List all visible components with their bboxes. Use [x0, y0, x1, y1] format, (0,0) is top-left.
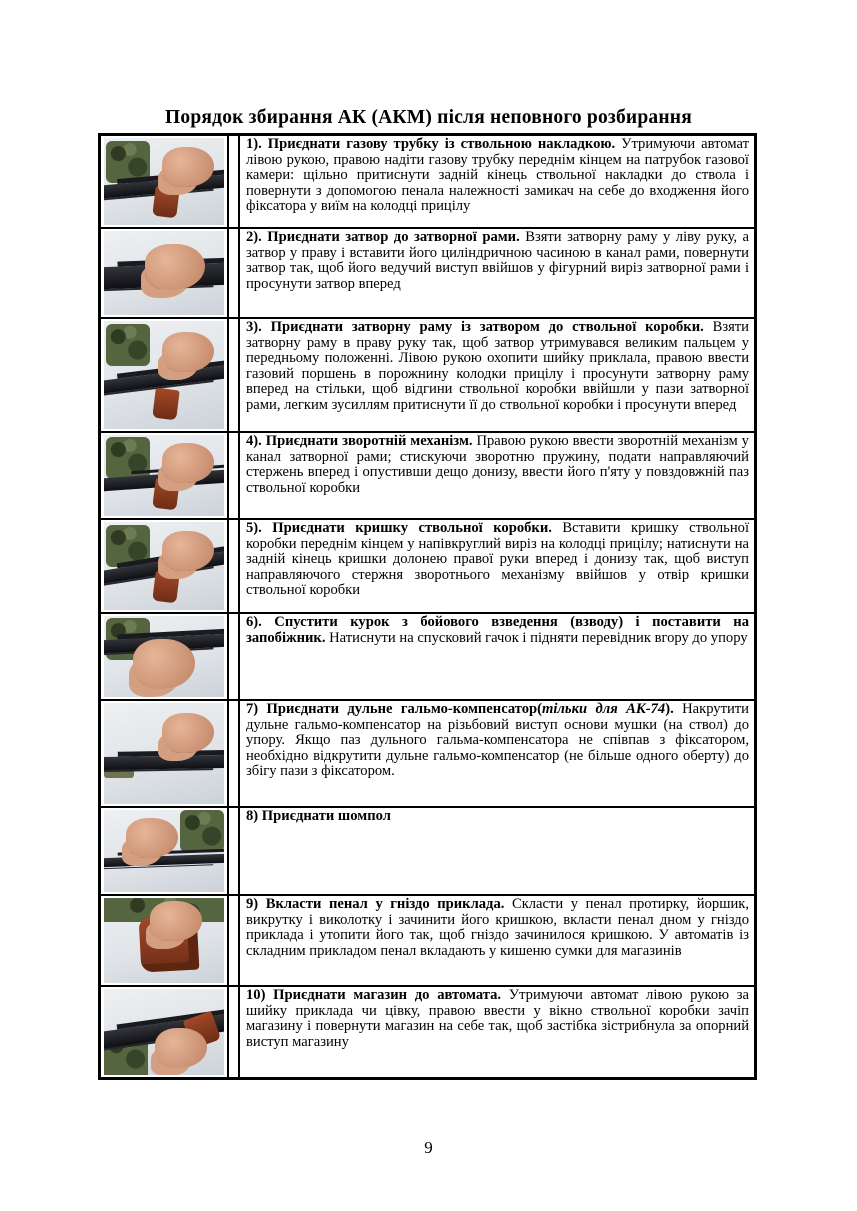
step-text — [246, 434, 749, 496]
spacer-cell — [227, 701, 240, 806]
wood-grip-shape — [153, 388, 180, 421]
step-body: Натиснути на спусковий гачок і підняти перевідник вгору до упору — [325, 629, 748, 646]
step-text-cell — [240, 136, 754, 227]
hand-shape — [133, 639, 195, 689]
step-text-cell — [240, 701, 754, 806]
hand-attaching-cleaning-rod-photo — [104, 810, 224, 892]
step-body: Правою рукою ввести зворотній механізм у канал затворної рами; стискуючи зворотню пружину, подати направляючий стержень вперед і опустивши дещо донизу, ввести його п'яту у повздовжній паз ствольної коробки — [246, 433, 749, 496]
hand-attaching-magazine-photo — [104, 989, 224, 1075]
hands-attaching-bolt-carrier-to-receiver-photo — [104, 321, 224, 429]
hand-shape — [155, 1028, 207, 1068]
step-lead-italic: тільки для АК-74 — [542, 701, 666, 717]
step-body: Взяти затворну раму у ліву руку, а затвор у праву і вставити його циліндричною часиною в канал рами, повернути затвор так, щоб його ведучий виступ ввійшов у фігурний виріз затворної рами і просунути затвор вперед — [246, 229, 750, 292]
table-row — [101, 136, 754, 229]
step-text-cell — [240, 433, 754, 518]
step-text-cell — [240, 896, 754, 985]
step-body: Накрутити дульне гальмо-компенсатор на різьбовий виступ основи мушки (на ствол) до упору. Якщо паз дульного гальма-компенсатора не співпав з фіксатором, необхідно відкрутити дульне гальмо-компенсатор (не більше одного оберту) до збігу пази з фіксатором. — [246, 701, 749, 779]
hands-attaching-gas-tube-photo — [104, 138, 224, 225]
step-body: Вставити кришку ствольної коробки переднім кінцем у напівкруглий виріз на колодці прицілу; натиснути на задній кінець кришки долонею правої руки вперед і донизу так, щоб виступ направляючого стержня зворотнього механізму ввійшов у отвір кришки ствольної коробки — [246, 520, 749, 598]
step-body: Взяти затворну раму в праву руку так, щоб затвор утримувався великим пальцем у передньому положенні. Лівою рукою охопити шийку приклала, правою ввести газовий поршень в порожнину колодки прицілу і просунути затворну раму вперед на стільки, щоб відгини ствольної коробки ввійшли у пази затворної рами, легким зусиллям притиснути її до ствольної коробки і просунути вперед — [246, 319, 749, 413]
step-text-cell — [240, 229, 754, 317]
spacer-cell — [227, 896, 240, 985]
step-text-cell — [240, 987, 754, 1077]
step-lead: 3). Приєднати затворну раму із затвором до ствольної коробки. — [246, 319, 704, 335]
step-text — [246, 702, 749, 780]
camo-sleeve-shape — [106, 525, 150, 567]
step-lead: 1). Приєднати газову трубку із ствольною накладкою. — [246, 136, 616, 152]
step-text-cell — [240, 614, 754, 699]
step-lead: 8) Приєднати шомпол — [246, 808, 391, 824]
hand-shape — [162, 713, 214, 753]
step-text — [246, 615, 749, 646]
spacer-cell — [227, 987, 240, 1077]
step-body: Скласти у пенал протирку, йоршик, викрутку і виколотку і зачинити його кришкою, вкласти пенал дном у гніздо приклада і утопити його так, щоб гніздо зачинилося кришкою. У автоматів із складним прикладом пенал вкладають у кишеню сумки для магазинів — [246, 896, 749, 959]
table-row — [101, 433, 754, 520]
spacer-cell — [227, 520, 240, 612]
step-lead-after: ). — [665, 701, 674, 717]
table-row — [101, 319, 754, 433]
spacer-cell — [227, 433, 240, 518]
table-row — [101, 808, 754, 896]
table-row — [101, 520, 754, 614]
hands-attaching-receiver-cover-photo — [104, 522, 224, 610]
step-photo-cell — [101, 520, 227, 612]
table-row — [101, 614, 754, 701]
step-photo-cell — [101, 229, 227, 317]
step-photo-cell — [101, 433, 227, 518]
step-text-cell — [240, 319, 754, 431]
step-lead: 7) Приєднати дульне гальмо-компенсатор( — [246, 701, 543, 717]
spacer-cell — [227, 808, 240, 894]
table-row — [101, 701, 754, 808]
table-row — [101, 987, 754, 1077]
wood-grip-shape — [153, 571, 180, 604]
step-text-cell — [240, 808, 754, 894]
step-text — [246, 988, 749, 1050]
hand-releasing-hammer-setting-safety-photo — [104, 616, 224, 697]
table-row — [101, 896, 754, 987]
spacer-cell — [227, 136, 240, 227]
cleaning-rod-silhouette — [104, 854, 224, 868]
step-text — [246, 137, 749, 215]
step-lead: 5). Приєднати кришку ствольної коробки. — [246, 520, 552, 536]
step-photo-cell — [101, 987, 227, 1077]
hands-inserting-pencase-into-stock-photo — [104, 898, 224, 983]
step-lead: 6). Спустити курок з бойового взведення (взводу) і поставити на запобіжник. — [246, 614, 749, 646]
spacer-cell — [227, 319, 240, 431]
step-photo-cell — [101, 701, 227, 806]
page-number: 9 — [424, 1138, 433, 1157]
step-photo-cell — [101, 614, 227, 699]
hand-shape — [126, 818, 178, 858]
camo-sleeve-shape — [106, 324, 150, 366]
step-text-cell — [240, 520, 754, 612]
hands-inserting-return-mechanism-photo — [104, 435, 224, 516]
camo-sleeve-shape — [180, 810, 224, 852]
spacer-cell — [227, 229, 240, 317]
step-text — [246, 320, 749, 413]
page-title: Порядок збирання АК (АКМ) після неповного розбирання — [165, 107, 692, 128]
hand-shape — [162, 332, 214, 372]
step-photo-cell — [101, 896, 227, 985]
step-lead: 9) Вкласти пенал у гніздо приклада. — [246, 896, 505, 912]
step-photo-cell — [101, 319, 227, 431]
step-text — [246, 897, 749, 959]
spacer-cell — [227, 614, 240, 699]
step-text — [246, 230, 749, 292]
step-lead: 10) Приєднати магазин до автомата. — [246, 987, 502, 1003]
step-body: Утримуючи автомат лівою рукою, правою надіти газову трубку переднім кінцем на патрубок газової камери: щільно притиснути задній кінець ствольної накладки до ствола і повернути з допомогою пенала належності замикач на себе до входження його фіксатора у виїм на колодці прицілу — [246, 136, 749, 214]
assembly-steps-table — [98, 133, 757, 1080]
rifle-barrel-silhouette — [104, 754, 224, 769]
hands-inserting-bolt-into-carrier-photo — [104, 231, 224, 315]
wood-grip-shape — [153, 186, 180, 219]
step-text — [246, 809, 749, 825]
step-text — [246, 521, 749, 599]
camo-sleeve-shape — [106, 141, 150, 183]
camo-sleeve-shape — [106, 437, 150, 479]
hand-screwing-muzzle-brake-photo — [104, 703, 224, 804]
step-photo-cell — [101, 136, 227, 227]
step-lead: 4). Приєднати зворотній механізм. — [246, 433, 473, 449]
step-photo-cell — [101, 808, 227, 894]
step-lead: 2). Приєднати затвор до затворної рами. — [246, 229, 520, 245]
table-row — [101, 229, 754, 319]
step-body: Утримуючи автомат лівою рукою за шийку приклада чи цівку, правою ввести у вікно ствольної коробки зачіп магазину і повернути магазин на себе так, щоб застібка зістрибнула за опорний виступ магазину — [246, 987, 749, 1050]
